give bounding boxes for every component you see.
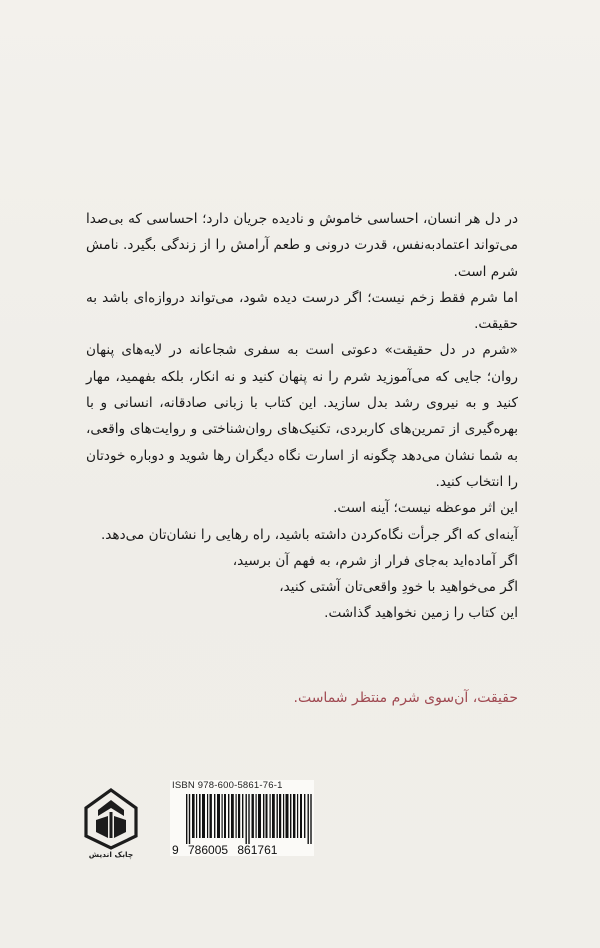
publisher-logo-icon (80, 786, 142, 852)
blurb-paragraph: در دل هر انسان، احساسی خاموش و نادیده جریان دارد؛ احساسی که بی‌صدا می‌تواند اعتمادبه‌نفس، قدرت درونی و طعم آرامش را از زندگی بگیرد. نامش شرم است. (86, 211, 518, 280)
blurb-paragraph: «شرم در دل حقیقت» دعوتی است به سفری شجاعانه در لایه‌های پنهان روان؛ جایی که می‌آموزید شرم را نه پنهان کنید و نه انکار، بلکه بفهمید، مهار کنید و به نیروی رشد بدل سازید. این کتاب با زبانی صادقانه، انسانی و با بهره‌گیری از تمرین‌های کاربردی، تکنیک‌های روان‌شناختی و روایت‌های واقعی، به شما نشان می‌دهد چگونه از اسارت نگاه دیگران رها شوید و دوباره خودتان را انتخاب کنید. (86, 342, 518, 490)
blurb-paragraph: آینه‌ای که اگر جرأت نگاه‌کردن داشته باشید، راه رهایی را نشان‌تان می‌دهد. (100, 526, 518, 543)
blurb-paragraph: این اثر موعظه نیست؛ آینه است. (333, 500, 518, 517)
closing-tagline: حقیقت، آن‌سوی شرم منتظر شماست. (293, 690, 518, 706)
blurb-text (86, 206, 518, 627)
blurb-paragraph: اگر آماده‌اید به‌جای فرار از شرم، به فهم آن برسید، (232, 552, 518, 569)
isbn-label: ISBN 978-600-5861-76-1 (172, 780, 283, 791)
blurb-paragraph: این کتاب را زمین نخواهید گذاشت. (324, 605, 518, 622)
blurb-paragraph: اگر می‌خواهید با خودِ واقعی‌تان آشتی کنید، (279, 579, 518, 596)
publisher-name: چابک اندیش (88, 850, 134, 859)
barcode-digits: 9 786005 861761 (172, 843, 278, 857)
blurb-paragraph: اما شرم فقط زخم نیست؛ اگر درست دیده شود، می‌تواند دروازه‌ای باشد به حقیقت. (86, 289, 518, 333)
barcode-bars-icon (186, 794, 312, 844)
